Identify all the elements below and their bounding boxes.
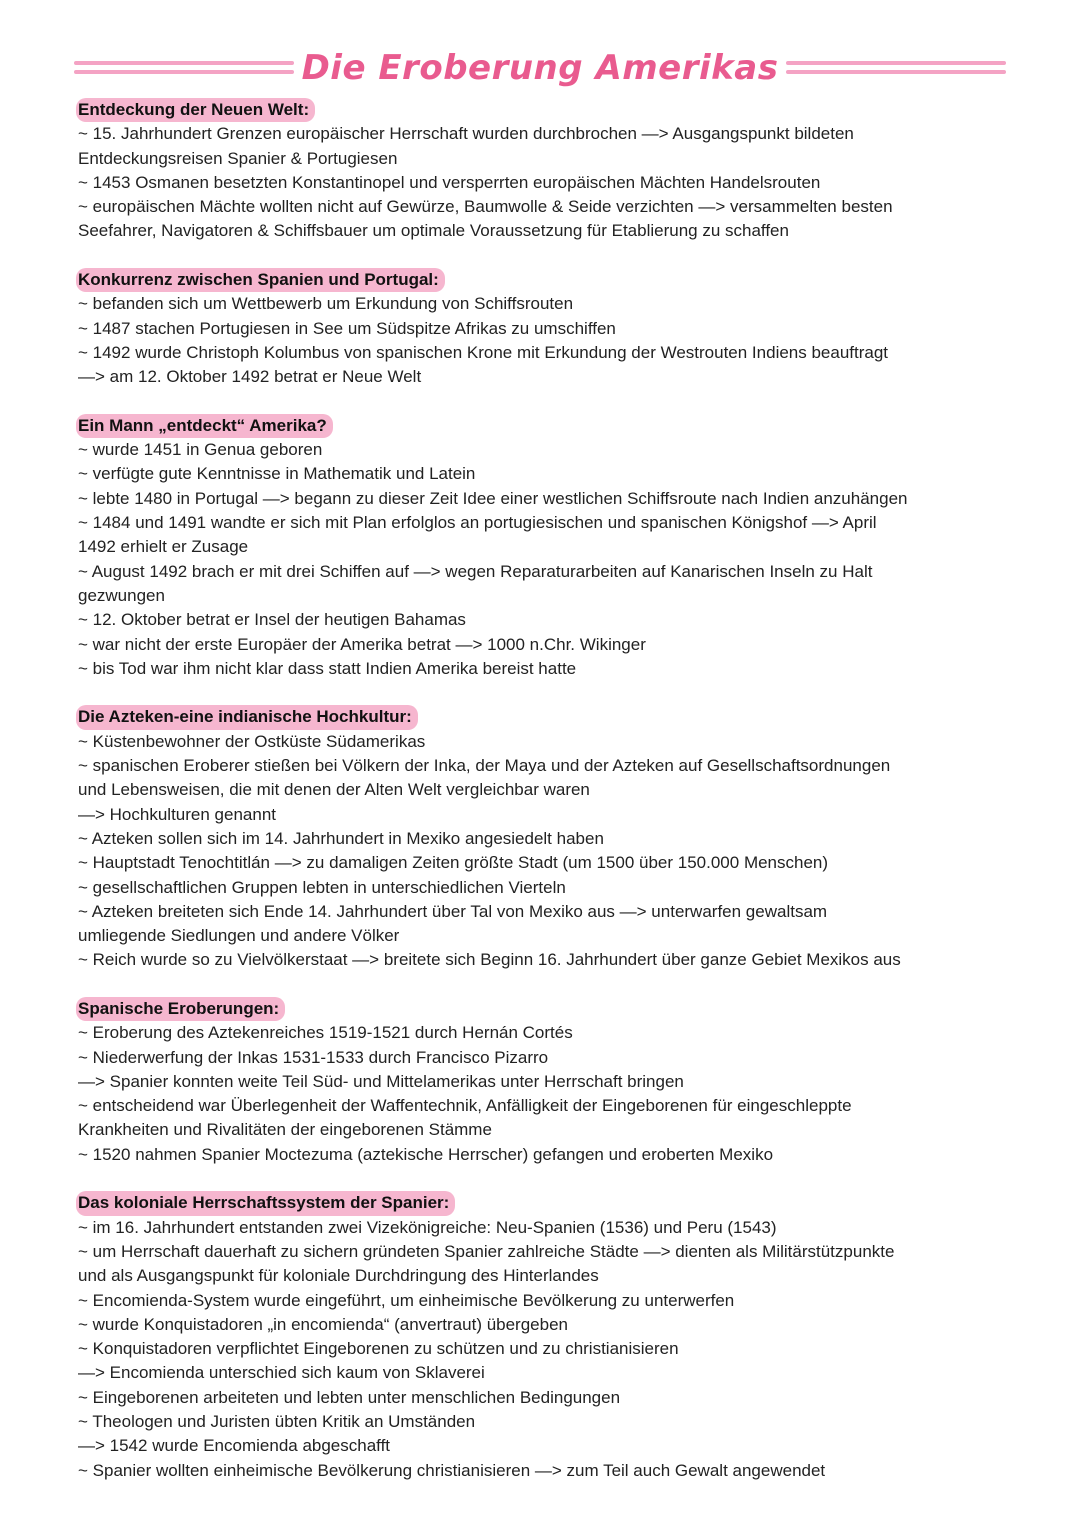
text-line: ~ Theologen und Juristen übten Kritik an Umständen bbox=[78, 1412, 476, 1432]
text-line: ~ 1453 Osmanen besetzten Konstantinopel und versperrten europäischen Mächten Handelsrouten bbox=[78, 172, 821, 192]
page-title: Die Eroberung Amerikas bbox=[301, 48, 779, 88]
section bbox=[78, 705, 1002, 972]
text-line: ~ 1484 und 1491 wandte er sich mit Plan erfolglos an portugiesischen und spanischen Königshof —> April bbox=[78, 513, 877, 533]
section-heading: Entdeckung der Neuen Welt: bbox=[76, 98, 315, 122]
text-line: ~ lebte 1480 in Portugal —> begann zu dieser Zeit Idee einer westlichen Schiffsroute nach Indien anzuhängen bbox=[78, 488, 908, 508]
text-line: ~ 12. Oktober betrat er Insel der heutigen Bahamas bbox=[78, 610, 466, 630]
section bbox=[78, 414, 1002, 681]
document-content bbox=[78, 98, 1002, 1483]
text-line: gezwungen bbox=[78, 585, 165, 605]
text-line: ~ Konquistadoren verpflichtet Eingeborenen zu schützen und zu christianisieren bbox=[78, 1339, 679, 1359]
text-line: —> am 12. Oktober 1492 betrat er Neue Welt bbox=[78, 367, 422, 387]
section-heading: Spanische Eroberungen: bbox=[76, 997, 285, 1021]
text-line: ~ europäischen Mächte wollten nicht auf Gewürze, Baumwolle & Seide verzichten —> versammelten besten bbox=[78, 197, 893, 217]
title-row bbox=[74, 42, 1006, 94]
text-line: ~ spanischen Eroberer stießen bei Völkern der Inka, der Maya und der Azteken auf Gesellschaftsordnungen bbox=[78, 756, 891, 776]
text-line: ~ 1520 nahmen Spanier Moctezuma (aztekische Herrscher) gefangen und eroberten Mexiko bbox=[78, 1144, 774, 1164]
text-line: Entdeckungsreisen Spanier & Portugiesen bbox=[78, 148, 398, 168]
text-line: ~ gesellschaftlichen Gruppen lebten in unterschiedlichen Vierteln bbox=[78, 877, 566, 897]
text-line: ~ bis Tod war ihm nicht klar dass statt Indien Amerika bereist hatte bbox=[78, 658, 577, 678]
text-line: —> Spanier konnten weite Teil Süd- und Mittelamerikas unter Herrschaft bringen bbox=[78, 1071, 684, 1091]
text-line: ~ Reich wurde so zu Vielvölkerstaat —> breitete sich Beginn 16. Jahrhundert über ganze Gebiet Mexikos aus bbox=[78, 950, 901, 970]
text-line: ~ 1487 stachen Portugiesen in See um Südspitze Afrikas zu umschiffen bbox=[78, 318, 616, 338]
text-line: und Lebensweisen, die mit denen der Alten Welt vergleichbar waren bbox=[78, 780, 590, 800]
text-line: ~ wurde Konquistadoren „in encomienda“ (anvertraut) übergeben bbox=[78, 1314, 568, 1334]
section bbox=[78, 98, 1002, 244]
text-line: Seefahrer, Navigatoren & Schiffsbauer um optimale Voraussetzung für Etablierung zu schaffen bbox=[78, 221, 789, 241]
text-line: ~ entscheidend war Überlegenheit der Waffentechnik, Anfälligkeit der Eingeborenen für eingeschleppte bbox=[78, 1096, 852, 1116]
text-line: —> Encomienda unterschied sich kaum von Sklaverei bbox=[78, 1363, 485, 1383]
text-line: ~ 1492 wurde Christoph Kolumbus von spanischen Krone mit Erkundung der Westrouten Indiens beauftragt bbox=[78, 342, 889, 362]
text-line: ~ Eroberung des Aztekenreiches 1519-1521 durch Hernán Cortés bbox=[78, 1023, 573, 1043]
text-line: ~ im 16. Jahrhundert entstanden zwei Vizekönigreiche: Neu-Spanien (1536) und Peru (1543) bbox=[78, 1217, 777, 1237]
text-line: ~ um Herrschaft dauerhaft zu sichern gründeten Spanier zahlreiche Städte —> dienten als Militärstützpunkte bbox=[78, 1241, 895, 1261]
text-line: —> 1542 wurde Encomienda abgeschafft bbox=[78, 1436, 391, 1456]
text-line: umliegende Siedlungen und andere Völker bbox=[78, 926, 400, 946]
text-line: 1492 erhielt er Zusage bbox=[78, 537, 249, 557]
text-line: —> Hochkulturen genannt bbox=[78, 804, 276, 824]
text-line: ~ Küstenbewohner der Ostküste Südamerikas bbox=[78, 731, 426, 751]
text-line: ~ war nicht der erste Europäer der Amerika betrat —> 1000 n.Chr. Wikinger bbox=[78, 634, 646, 654]
text-line: Krankheiten und Rivalitäten der eingeborenen Stämme bbox=[78, 1120, 492, 1140]
text-line: ~ Encomienda-System wurde eingeführt, um einheimische Bevölkerung zu unterwerfen bbox=[78, 1290, 735, 1310]
section-heading: Das koloniale Herrschaftssystem der Spanier: bbox=[76, 1191, 455, 1215]
text-line: ~ August 1492 brach er mit drei Schiffen auf —> wegen Reparaturarbeiten auf Kanarischen Inseln zu Halt bbox=[78, 561, 873, 581]
section-heading: Die Azteken-eine indianische Hochkultur: bbox=[76, 705, 418, 729]
section bbox=[78, 268, 1002, 389]
title-decoration-right bbox=[786, 59, 1006, 77]
text-line: ~ Azteken sollen sich im 14. Jahrhundert in Mexiko angesiedelt haben bbox=[78, 828, 604, 848]
section-heading: Konkurrenz zwischen Spanien und Portugal: bbox=[76, 268, 445, 292]
text-line: und als Ausgangspunkt für koloniale Durchdringung des Hinterlandes bbox=[78, 1266, 599, 1286]
text-line: ~ Niederwerfung der Inkas 1531-1533 durch Francisco Pizarro bbox=[78, 1047, 549, 1067]
text-line: ~ befanden sich um Wettbewerb um Erkundung von Schiffsrouten bbox=[78, 294, 574, 314]
text-line: ~ Eingeborenen arbeiteten und lebten unter menschlichen Bedingungen bbox=[78, 1387, 621, 1407]
section bbox=[78, 997, 1002, 1167]
section-heading: Ein Mann „entdeckt“ Amerika? bbox=[76, 414, 333, 438]
title-decoration-left bbox=[74, 59, 294, 77]
text-line: ~ 15. Jahrhundert Grenzen europäischer Herrschaft wurden durchbrochen —> Ausgangspunkt bildeten bbox=[78, 124, 854, 144]
text-line: ~ wurde 1451 in Genua geboren bbox=[78, 440, 323, 460]
text-line: ~ Hauptstadt Tenochtitlán —> zu damaligen Zeiten größte Stadt (um 1500 über 150.000 Menschen) bbox=[78, 853, 829, 873]
text-line: ~ Spanier wollten einheimische Bevölkerung christianisieren —> zum Teil auch Gewalt angewendet bbox=[78, 1460, 826, 1480]
text-line: ~ Azteken breiteten sich Ende 14. Jahrhundert über Tal von Mexiko aus —> unterwarfen gewaltsam bbox=[78, 901, 828, 921]
section bbox=[78, 1191, 1002, 1483]
text-line: ~ verfügte gute Kenntnisse in Mathematik und Latein bbox=[78, 464, 476, 484]
